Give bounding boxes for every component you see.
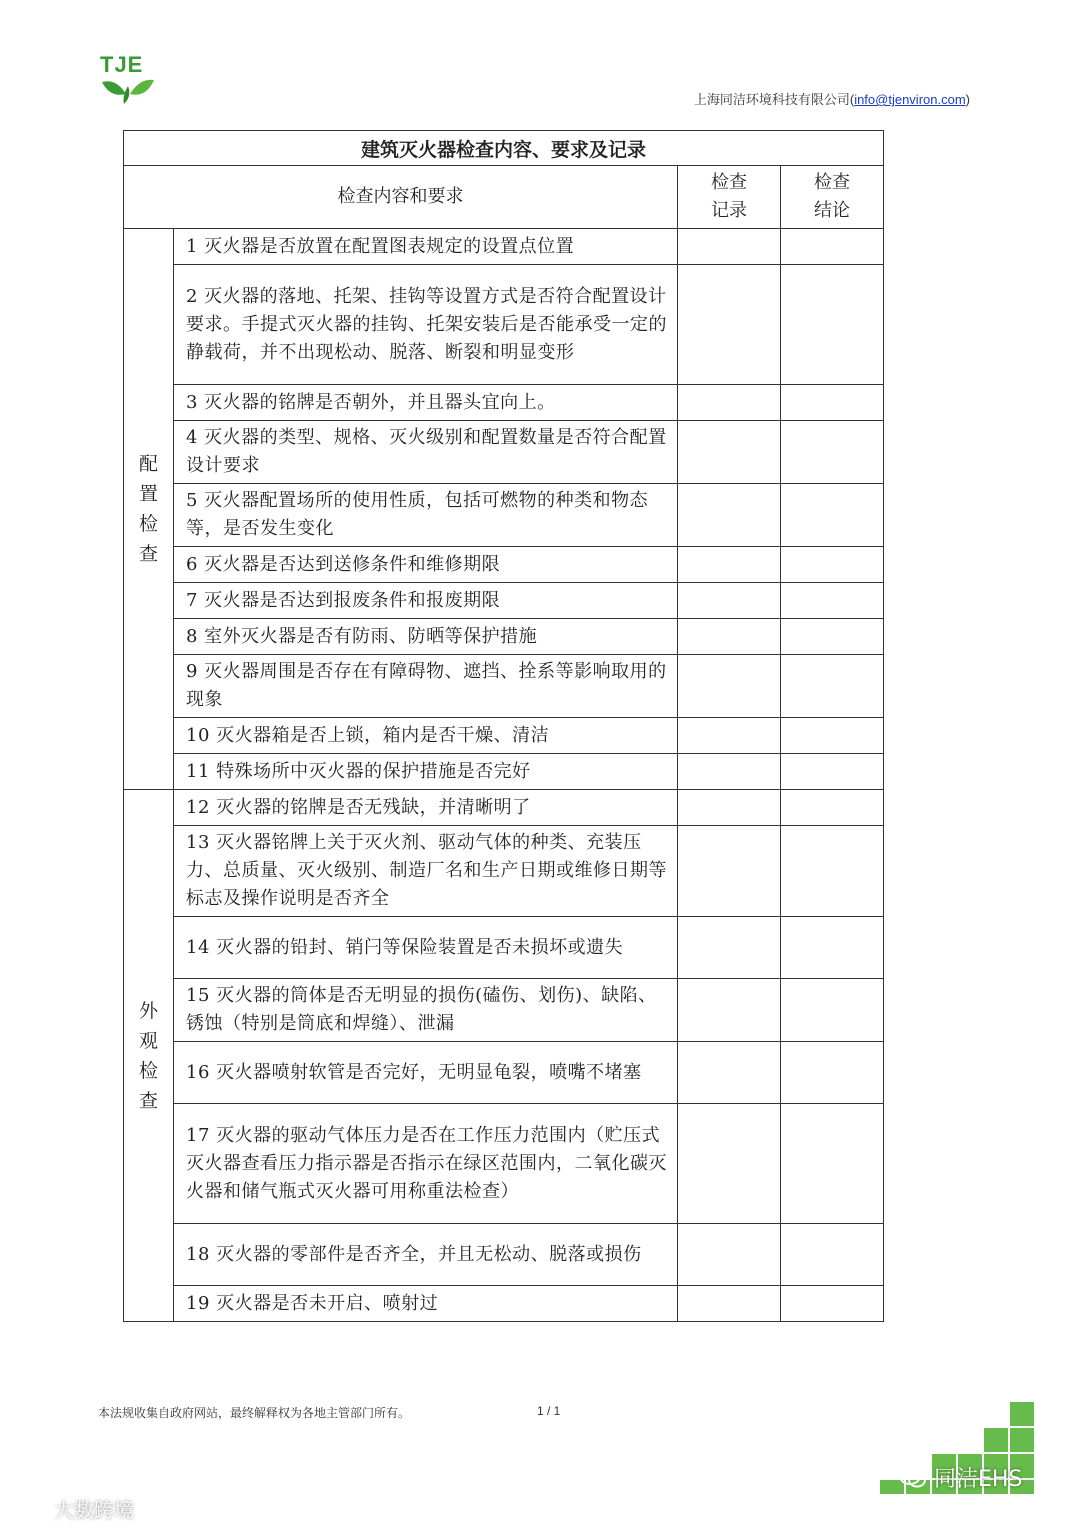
- requirement-text: 2 灭火器的落地、托架、挂钩等设置方式是否符合配置设计要求。手提式灭火器的挂钩、托架安装后是否能承受一定的静载荷，并不出现松动、脱落、断裂和明显变形: [174, 265, 678, 385]
- record-cell[interactable]: [678, 583, 781, 619]
- conclusion-cell[interactable]: [781, 1286, 884, 1322]
- record-cell[interactable]: [678, 917, 781, 979]
- requirement-text: 13 灭火器铭牌上关于灭火剂、驱动气体的种类、充装压力、总质量、灭火级别、制造厂名和生产日期或维修日期等标志及操作说明是否齐全: [174, 826, 678, 917]
- requirement-text: 19 灭火器是否未开启、喷射过: [174, 1286, 678, 1322]
- company-logo: [96, 52, 160, 108]
- table-row: [124, 917, 884, 979]
- conclusion-cell[interactable]: [781, 229, 884, 265]
- requirement-text: 18 灭火器的零部件是否齐全，并且无松动、脱落或损伤: [174, 1224, 678, 1286]
- table-row: [124, 265, 884, 385]
- requirement-text: 6 灭火器是否达到送修条件和维修期限: [174, 547, 678, 583]
- table-row: [124, 754, 884, 790]
- record-cell[interactable]: [678, 484, 781, 547]
- conclusion-cell[interactable]: [781, 790, 884, 826]
- table-row: [124, 619, 884, 655]
- record-cell[interactable]: [678, 1286, 781, 1322]
- header-content-requirements: 检查内容和要求: [124, 166, 678, 229]
- watermark-text: 大数跨境: [54, 1498, 134, 1522]
- table-row: [124, 790, 884, 826]
- record-cell[interactable]: [678, 1104, 781, 1224]
- footer-disclaimer: 本法规收集自政府网站，最终解释权为各地主管部门所有。: [98, 1406, 411, 1420]
- requirement-text: 12 灭火器的铭牌是否无残缺，并清晰明了: [174, 790, 678, 826]
- table-row: [124, 547, 884, 583]
- requirement-text: 10 灭火器箱是否上锁，箱内是否干燥、清洁: [174, 718, 678, 754]
- record-cell[interactable]: [678, 1224, 781, 1286]
- company-info: 上海同洁环境科技有限公司(info@tjenviron.com): [693, 92, 970, 107]
- requirement-text: 15 灭火器的筒体是否无明显的损伤(磕伤、划伤)、缺陷、锈蚀（特别是筒底和焊缝）、泄漏: [174, 979, 678, 1042]
- table-row: [124, 583, 884, 619]
- category-label: 外观检查: [138, 999, 158, 1112]
- record-cell[interactable]: [678, 979, 781, 1042]
- conclusion-cell[interactable]: [781, 385, 884, 421]
- record-cell[interactable]: [678, 655, 781, 718]
- conclusion-cell[interactable]: [781, 917, 884, 979]
- record-cell[interactable]: [678, 619, 781, 655]
- conclusion-cell[interactable]: [781, 754, 884, 790]
- table-row: [124, 229, 884, 265]
- record-cell[interactable]: [678, 421, 781, 484]
- requirement-text: 5 灭火器配置场所的使用性质，包括可燃物的种类和物态等，是否发生变化: [174, 484, 678, 547]
- table-row: [124, 718, 884, 754]
- table-row: [124, 385, 884, 421]
- table-title: 建筑灭火器检查内容、要求及记录: [124, 131, 884, 166]
- requirement-text: 4 灭火器的类型、规格、灭火级别和配置数量是否符合配置设计要求: [174, 421, 678, 484]
- record-cell[interactable]: [678, 754, 781, 790]
- record-cell[interactable]: [678, 547, 781, 583]
- requirement-text: 3 灭火器的铭牌是否朝外，并且器头宜向上。: [174, 385, 678, 421]
- requirement-text: 16 灭火器喷射软管是否完好，无明显龟裂，喷嘴不堵塞: [174, 1042, 678, 1104]
- conclusion-cell[interactable]: [781, 718, 884, 754]
- requirement-text: 8 室外灭火器是否有防雨、防晒等保护措施: [174, 619, 678, 655]
- requirement-text: 7 灭火器是否达到报废条件和报废期限: [174, 583, 678, 619]
- conclusion-cell[interactable]: [781, 583, 884, 619]
- record-cell[interactable]: [678, 790, 781, 826]
- record-cell[interactable]: [678, 229, 781, 265]
- table-row: [124, 1224, 884, 1286]
- requirement-text: 14 灭火器的铅封、销闩等保险装置是否未损坏或遗失: [174, 917, 678, 979]
- table-row: [124, 484, 884, 547]
- wechat-icon: [898, 1465, 928, 1491]
- leaf-icon: [96, 52, 160, 108]
- header-row: [124, 166, 884, 229]
- requirement-text: 11 特殊场所中灭火器的保护措施是否完好: [174, 754, 678, 790]
- company-name: 上海同洁环境科技有限公司: [693, 92, 850, 107]
- page-number: 1 / 1: [537, 1404, 561, 1418]
- conclusion-cell[interactable]: [781, 265, 884, 385]
- record-cell[interactable]: [678, 1042, 781, 1104]
- conclusion-cell[interactable]: [781, 1042, 884, 1104]
- header-check-conclusion: 检查 结论: [781, 166, 884, 229]
- record-cell[interactable]: [678, 826, 781, 917]
- table-row: [124, 1104, 884, 1224]
- conclusion-cell[interactable]: [781, 619, 884, 655]
- record-cell[interactable]: [678, 265, 781, 385]
- table-row: [124, 826, 884, 917]
- conclusion-cell[interactable]: [781, 826, 884, 917]
- requirement-text: 17 灭火器的驱动气体压力是否在工作压力范围内（贮压式灭火器查看压力指示器是否指示在绿区范围内，二氧化碳灭火器和储气瓶式灭火器可用称重法检查）: [174, 1104, 678, 1224]
- conclusion-cell[interactable]: [781, 1104, 884, 1224]
- conclusion-cell[interactable]: [781, 1224, 884, 1286]
- conclusion-cell[interactable]: [781, 547, 884, 583]
- conclusion-cell[interactable]: [781, 655, 884, 718]
- category-cell: [124, 229, 174, 790]
- table-row: [124, 979, 884, 1042]
- wechat-account: [898, 1462, 1022, 1493]
- header-check-record: 检查 记录: [678, 166, 781, 229]
- requirement-text: 1 灭火器是否放置在配置图表规定的设置点位置: [174, 229, 678, 265]
- company-email-link[interactable]: info@tjenviron.com: [854, 92, 966, 107]
- title-row: [124, 131, 884, 166]
- record-cell[interactable]: [678, 385, 781, 421]
- wechat-account-name: 同洁EHS: [934, 1467, 1023, 1492]
- table-row: [124, 1286, 884, 1322]
- inspection-table: [123, 130, 884, 1322]
- table-row: [124, 655, 884, 718]
- category-cell: [124, 790, 174, 1322]
- watermark-logo-icon: [8, 1497, 48, 1521]
- table-row: [124, 421, 884, 484]
- conclusion-cell[interactable]: [781, 421, 884, 484]
- table-row: [124, 1042, 884, 1104]
- category-label: 配置检查: [138, 453, 158, 565]
- conclusion-cell[interactable]: [781, 484, 884, 547]
- conclusion-cell[interactable]: [781, 979, 884, 1042]
- source-watermark: [8, 1494, 134, 1523]
- logo-text: TJE: [100, 52, 144, 77]
- record-cell[interactable]: [678, 718, 781, 754]
- requirement-text: 9 灭火器周围是否存在有障碍物、遮挡、拴系等影响取用的现象: [174, 655, 678, 718]
